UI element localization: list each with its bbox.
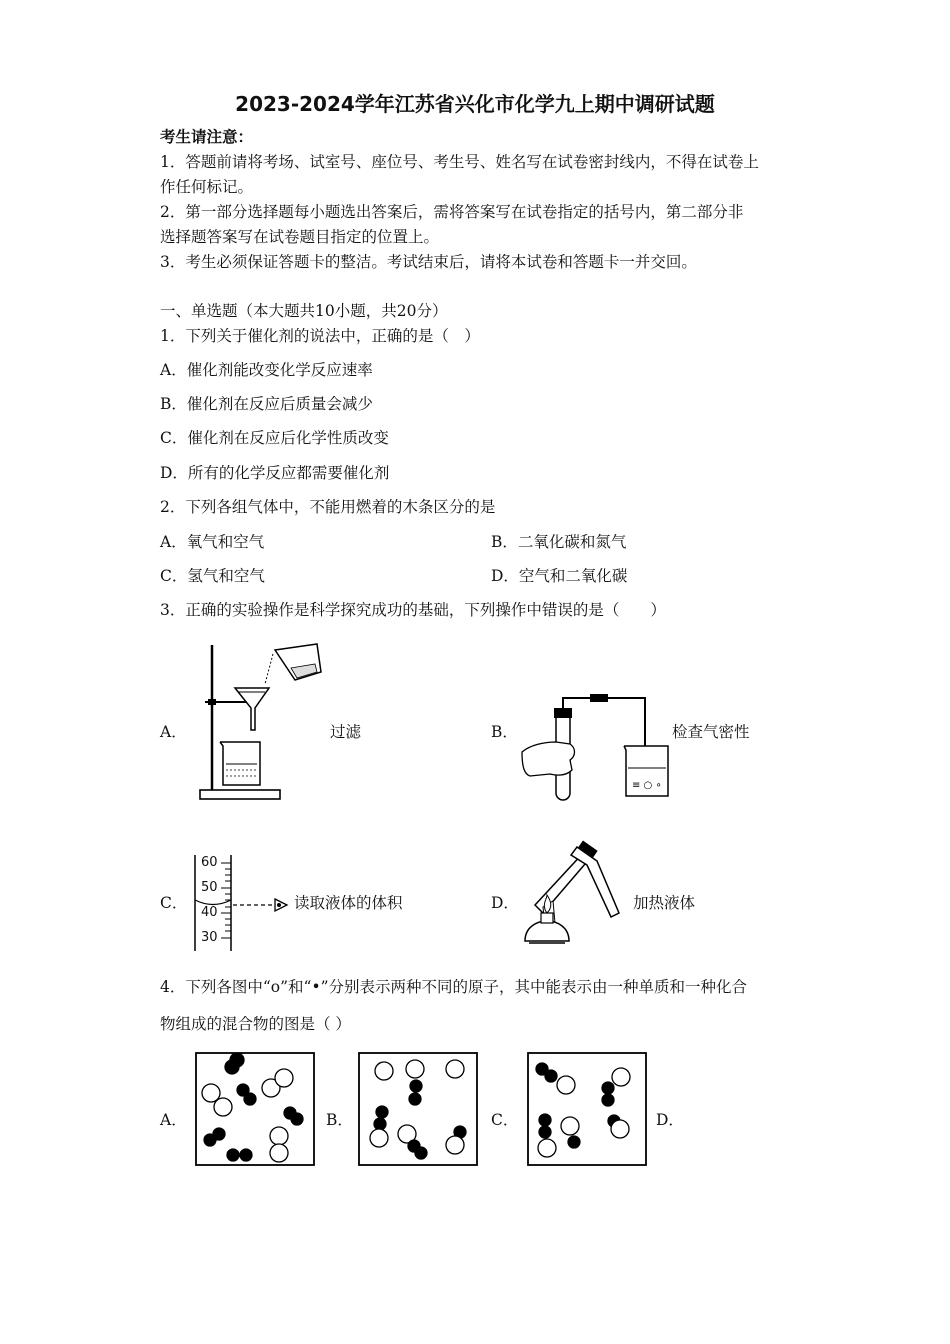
q2-option-b: B．二氧化碳和氮气	[491, 533, 627, 551]
q4-option-d-label: D．	[656, 1111, 684, 1129]
particle-box-a	[195, 1052, 315, 1166]
q4-stem-line-2: 物组成的混合物的图是（ ）	[160, 1015, 351, 1033]
section-heading: 一、单选题（本大题共10小题，共20分）	[160, 302, 448, 320]
cylinder-tick-30: 30	[201, 930, 218, 945]
notice-line-2b: 选择题答案写在试卷题目指定的位置上。	[160, 228, 440, 246]
cylinder-tick-60: 60	[201, 855, 218, 870]
svg-text:≡ ○ ∘: ≡ ○ ∘	[632, 780, 662, 791]
q3-option-b-letter: B．	[491, 723, 518, 741]
cylinder-tick-50: 50	[201, 880, 218, 895]
particle-box-b	[358, 1052, 478, 1166]
cylinder-tick-40: 40	[201, 905, 218, 920]
page-title: 2023-2024学年江苏省兴化市化学九上期中调研试题	[235, 92, 715, 116]
airtightness-check-figure	[520, 690, 670, 802]
q3-option-d-letter: D．	[491, 894, 519, 912]
q4-option-b-label: B．	[326, 1111, 353, 1129]
notice-line-3: 3．考生必须保证答题卡的整洁。考试结束后，请将本试卷和答题卡一并交回。	[160, 253, 697, 271]
q1-option-a: A．催化剂能改变化学反应速率	[160, 361, 373, 379]
q2-option-d: D．空气和二氧化碳	[491, 567, 628, 585]
q1-option-c: C．催化剂在反应后化学性质改变	[160, 429, 389, 447]
q4-option-a-label: A．	[160, 1111, 187, 1129]
notice-line-1b: 作任何标记。	[160, 178, 254, 196]
q1-option-b: B．催化剂在反应后质量会减少	[160, 395, 373, 413]
q3-option-c-caption: 读取液体的体积	[294, 894, 403, 912]
q2-option-a: A．氧气和空气	[160, 533, 265, 551]
q2-stem: 2．下列各组气体中，不能用燃着的木条区分的是	[160, 498, 496, 516]
q3-option-b-caption: 检查气密性	[672, 723, 750, 741]
notice-heading: 考生请注意：	[160, 127, 254, 146]
q2-option-c: C．氢气和空气	[160, 567, 265, 585]
q4-option-c-label: C．	[491, 1111, 519, 1129]
q4-stem-line-1: 4．下列各图中“o”和“•”分别表示两种不同的原子，其中能表示由一种单质和一种化合	[160, 978, 748, 996]
particle-box-c	[527, 1052, 647, 1166]
q3-option-c-letter: C．	[160, 894, 188, 912]
filtration-figure	[195, 640, 335, 802]
heating-liquid-figure	[515, 843, 630, 955]
q1-option-d: D．所有的化学反应都需要催化剂	[160, 464, 390, 482]
q3-option-a-caption: 过滤	[330, 723, 362, 741]
q3-option-d-caption: 加热液体	[633, 894, 696, 912]
q1-stem: 1．下列关于催化剂的说法中，正确的是（ ）	[160, 327, 480, 345]
q3-stem: 3．正确的实验操作是科学探究成功的基础，下列操作中错误的是（ ）	[160, 601, 666, 619]
notice-line-2a: 2．第一部分选择题每小题选出答案后，需将答案写在试卷指定的括号内，第二部分非	[160, 203, 744, 221]
q3-option-a-letter: A．	[160, 723, 187, 741]
notice-line-1a: 1．答题前请将考场、试室号、座位号、考生号、姓名写在试卷密封线内，不得在试卷上	[160, 153, 759, 171]
